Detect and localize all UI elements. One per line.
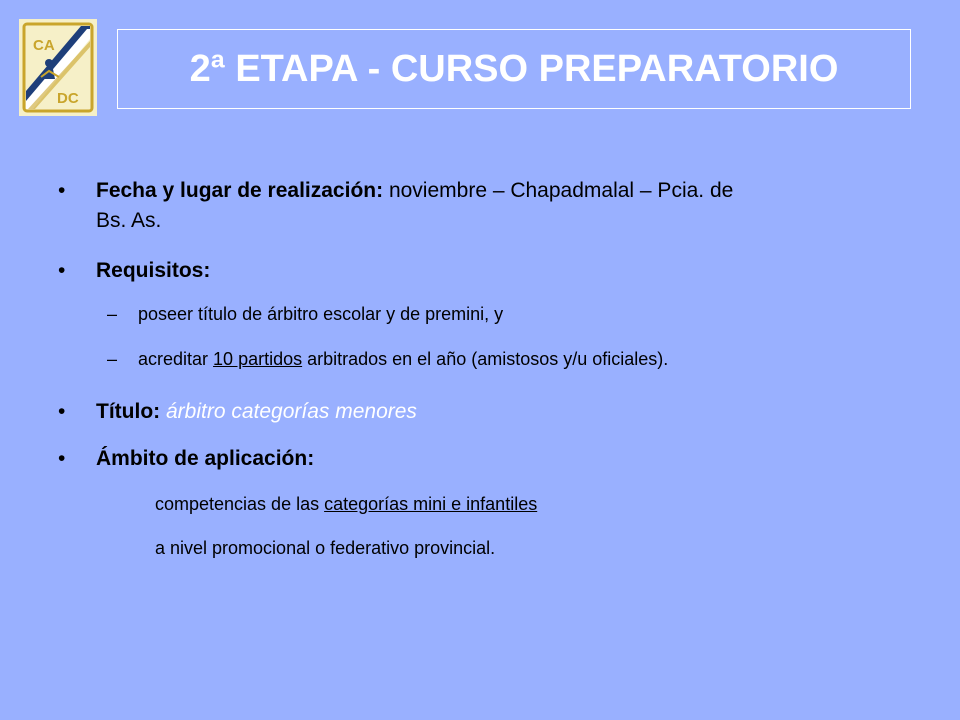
ambito-line-1	[155, 491, 537, 517]
fecha-label: Fecha y lugar de realización:	[96, 179, 384, 202]
titulo-label: Título:	[96, 400, 161, 423]
requisito-2-post: arbitrados en el año (amistosos y/u oficiales).	[302, 349, 669, 369]
ambito-line-1-pre: competencias de las	[155, 494, 325, 514]
dash-marker: –	[107, 349, 118, 369]
ambito-line-2: a nivel promocional o federativo provincial.	[155, 538, 496, 558]
bullet-dot: •	[58, 259, 66, 282]
logo-bottom-text: DC	[57, 90, 79, 107]
requisito-text-2	[138, 346, 668, 372]
bullet-dot: •	[58, 447, 66, 470]
page-title: 2ª ETAPA - CURSO PREPARATORIO	[189, 47, 839, 90]
logo-top-text: CA	[33, 37, 55, 54]
bullet-dot: •	[58, 179, 66, 202]
requisito-text-1: poseer título de árbitro escolar y de premini, y	[138, 304, 504, 324]
fecha-value-line2: Bs. As.	[96, 209, 162, 232]
bullet-fecha-body	[96, 176, 916, 236]
bullet-ambito-body	[96, 444, 916, 474]
ambito-label: Ámbito de aplicación:	[96, 447, 315, 470]
titulo-value: árbitro categorías menores	[160, 400, 417, 423]
requisito-2-underlined: 10 partidos	[213, 349, 303, 369]
bullet-dot: •	[58, 400, 66, 423]
requisitos-label: Requisitos:	[96, 259, 211, 282]
bullet-titulo-body	[96, 397, 916, 427]
requisito-2-pre: acreditar	[138, 349, 214, 369]
ambito-line-1-underlined: categorías mini e infantiles	[324, 494, 538, 514]
bullet-requisitos-body	[96, 256, 916, 286]
fecha-value: noviembre – Chapadmalal – Pcia. de	[383, 179, 734, 202]
dash-marker: –	[107, 304, 118, 324]
